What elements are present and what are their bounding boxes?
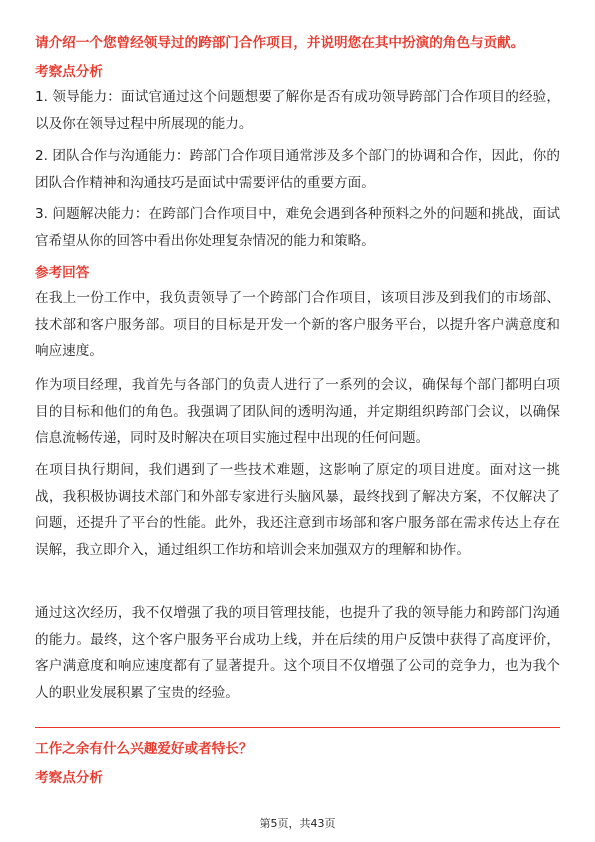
analysis-point: 1. 领导能力：面试官通过这个问题想要了解你是否有成功领导跨部门合作项目的经验，以及你在领导过程中所展现的能力。 [35, 89, 560, 132]
analysis-heading: 考察点分析 [35, 64, 103, 80]
question-title: 工作之余有什么兴趣爱好或者特长？ [35, 741, 253, 757]
answer-paragraph: 在我上一份工作中，我负责领导了一个跨部门合作项目，该项目涉及到我们的市场部、技术部和客户服务部。项目的目标是开发一个新的客户服务平台，以提升客户满意度和响应速度。 [35, 290, 560, 359]
answer-paragraph: 通过这次经历，我不仅增强了我的项目管理技能，也提升了我的领导能力和跨部门沟通的能力。最终，这个客户服务平台成功上线，并在后续的用户反馈中获得了高度评价，客户满意度和响应速度都有了显著提升。这个项目不仅增强了公司的竞争力，也为我个人的职业发展积累了宝贵的经验。 [35, 605, 560, 701]
question-title: 请介绍一个您曾经领导过的跨部门合作项目，并说明您在其中扮演的角色与贡献。 [35, 35, 525, 51]
answer-paragraph: 在项目执行期间，我们遇到了一些技术难题，这影响了原定的项目进度。面对这一挑战，我积极协调技术部门和外部专家进行头脑风暴，最终找到了解决方案，不仅解决了问题，还提升了平台的性能。此外，我还注意到市场部和客户服务部在需求传达上存在误解，我立即介入，通过组织工作坊和培训会来加强双方的理解和协作。 [35, 462, 560, 558]
analysis-heading: 考察点分析 [35, 770, 103, 786]
answer-heading: 参考回答 [35, 265, 90, 281]
analysis-point: 3. 问题解决能力：在跨部门合作项目中，难免会遇到各种预料之外的问题和挑战，面试官希望从你的回答中看出你处理复杂情况的能力和策略。 [35, 206, 560, 249]
answer-paragraph: 作为项目经理，我首先与各部门的负责人进行了一系列的会议，确保每个部门都明白项目的目标和他们的角色。我强调了团队间的透明沟通，并定期组织跨部门会议，以确保信息流畅传递，同时及时解决在项目实施过程中出现的任何问题。 [35, 377, 560, 446]
section-divider [35, 727, 560, 728]
analysis-point: 2. 团队合作与沟通能力：跨部门合作项目通常涉及多个部门的协调和合作，因此，你的团队合作精神和沟通技巧是面试中需要评估的重要方面。 [35, 148, 560, 191]
page-number: 第5页，共43页 [259, 817, 336, 830]
